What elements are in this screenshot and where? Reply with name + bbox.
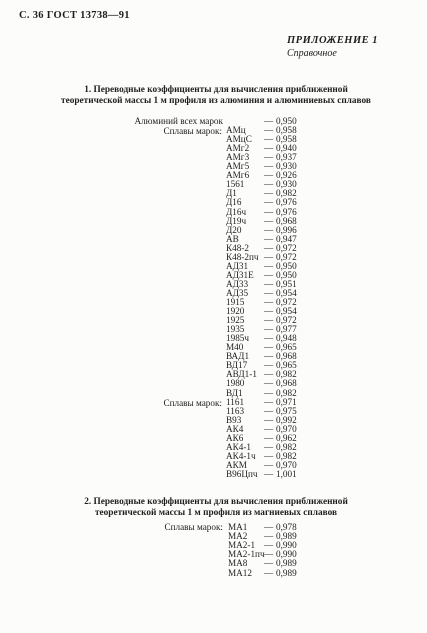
grade-name: АД31 (226, 260, 249, 271)
section-2-title-line-1: 2. Переводные коэффициенты для вычисления приближенной (84, 497, 348, 507)
grade-name: М40 (226, 342, 244, 353)
value-text: 0,954 (276, 306, 297, 317)
dash-separator: — (264, 297, 274, 307)
dash-separator: — (264, 450, 274, 461)
dash-separator: — (264, 161, 274, 172)
value-text: 0,958 (276, 134, 297, 145)
grade-name: Д16ч (226, 206, 247, 217)
grade-name: АМг5 (226, 161, 250, 172)
section-1-title (20, 85, 412, 107)
value-text: 0,976 (276, 206, 297, 217)
value-text: 0,975 (276, 405, 297, 416)
section-1-title-line-1: 1. Переводные коэффициенты для вычисления приближенной (84, 85, 348, 95)
dash-separator: — (264, 540, 274, 551)
section-2-title-line-2: теоретической массы 1 м профиля из магниевых сплавов (94, 508, 338, 518)
grade-name: 1163 (226, 405, 245, 416)
grade-name: АК4-1ч (226, 450, 256, 461)
value-text: 0,926 (276, 170, 297, 181)
section-1-title-line-2: теоретической массы 1 м профиля из алюминия и алюминиевых сплавов (61, 96, 371, 106)
dash-separator: — (264, 342, 274, 353)
dash-separator: — (264, 423, 274, 434)
value-text: 0,972 (276, 315, 297, 326)
label-aluminum-all-grades: Алюминий всех марок (134, 116, 223, 126)
dash-separator: — (264, 315, 274, 326)
grade-name: Д16 (226, 197, 242, 208)
value-text: 0,972 (276, 251, 297, 262)
grade-name: АМцС (226, 134, 252, 145)
grade-name: 1935 (226, 324, 245, 335)
value-text: 0,989 (276, 558, 297, 569)
value-text: 0,982 (276, 369, 297, 380)
grade-name: МА2-1пч (228, 549, 265, 560)
grade-name: АД31Е (226, 269, 254, 280)
grade-name: ВД17 (226, 360, 248, 371)
value-text: 0,982 (276, 450, 297, 461)
value-text: 0,968 (276, 351, 297, 362)
value-text: 0,989 (276, 567, 297, 578)
dash-separator: — (264, 134, 274, 145)
value-text: 0,972 (276, 297, 297, 307)
value-text: 0,989 (276, 531, 297, 542)
dash-separator: — (264, 242, 274, 253)
dash-separator: — (264, 522, 274, 532)
value-text: 0,990 (276, 549, 297, 560)
value-text: 0,976 (276, 197, 297, 208)
dash-separator: — (264, 197, 274, 208)
value-text: 0,930 (276, 179, 297, 190)
appendix-subtitle: Справочное (287, 48, 337, 59)
grade-name: 1915 (226, 297, 245, 307)
dash-separator: — (264, 188, 274, 199)
value-text: 0,982 (276, 441, 297, 452)
grade-name: АМг6 (226, 170, 250, 181)
dash-separator: — (264, 324, 274, 335)
value-text: 0,972 (276, 242, 297, 253)
grade-name: 1561 (226, 179, 245, 190)
grade-name: 1161 (226, 396, 245, 407)
value-text: 0,947 (276, 233, 297, 244)
dash-separator: — (264, 306, 274, 317)
grade-name: ВАД1 (226, 351, 250, 362)
value-text: 1,001 (276, 468, 297, 479)
grade-name: АВ (226, 233, 239, 244)
dash-separator: — (264, 360, 274, 371)
value-text: 0,965 (276, 360, 297, 371)
grade-name: МА2-1 (228, 540, 256, 551)
grade-name: МА1 (228, 522, 248, 532)
value-text: 0,968 (276, 378, 297, 389)
dash-separator: — (264, 405, 274, 416)
dash-separator: — (264, 414, 274, 425)
grade-name: АД35 (226, 287, 249, 298)
value-text: 0,948 (276, 333, 297, 344)
grade-name: МА12 (228, 567, 252, 578)
dash-separator: — (264, 441, 274, 452)
dash-separator: — (264, 369, 274, 380)
value-text: 0,958 (276, 125, 297, 136)
grade-name: 1980 (226, 378, 245, 389)
dash-separator: — (264, 549, 274, 560)
grade-name: АК4 (226, 423, 244, 434)
dash-separator: — (264, 170, 274, 181)
value-text: 0,951 (276, 278, 297, 289)
grade-name: 1920 (226, 306, 245, 317)
dash-separator: — (264, 432, 274, 443)
grade-name: Д19ч (226, 215, 247, 226)
dash-separator: — (264, 233, 274, 244)
dash-separator: — (264, 206, 274, 217)
grade-name: АМц (226, 125, 246, 136)
grade-name: В96Цпч (226, 468, 258, 479)
value-text: 0,950 (276, 116, 297, 126)
dash-separator: — (264, 269, 274, 280)
value-text: 0,930 (276, 161, 297, 172)
grade-name: АД33 (226, 278, 249, 289)
value-text: 0,978 (276, 522, 297, 532)
dash-separator: — (264, 179, 274, 190)
grade-name: Д20 (226, 224, 242, 235)
value-text: 0,992 (276, 414, 297, 425)
value-text: 0,962 (276, 432, 297, 443)
label-alloys-grades-1: Сплавы марок: (163, 126, 222, 136)
dash-separator: — (264, 378, 274, 389)
value-text: 0,968 (276, 215, 297, 226)
dash-separator: — (264, 215, 274, 226)
dash-separator: — (264, 287, 274, 298)
appendix-title: ПРИЛОЖЕНИЕ 1 (287, 35, 378, 46)
value-text: 0,996 (276, 224, 297, 235)
grade-name: 1925 (226, 315, 245, 326)
value-text: 0,982 (276, 387, 297, 398)
grade-name: АК4-1 (226, 441, 252, 452)
grade-name: К48-2пч (226, 251, 259, 262)
grade-name: МА8 (228, 558, 248, 569)
section-2-title (20, 497, 412, 519)
label-alloys-grades-mg: Сплавы марок: (164, 522, 223, 532)
dash-separator: — (264, 558, 274, 569)
value-text: 0,950 (276, 260, 297, 271)
dash-separator: — (264, 116, 274, 126)
grade-name: АМг3 (226, 152, 250, 163)
label-alloys-grades-2: Сплавы марок: (163, 398, 222, 408)
dash-separator: — (264, 224, 274, 235)
grade-name: АМг2 (226, 143, 250, 154)
dash-separator: — (264, 260, 274, 271)
dash-separator: — (264, 152, 274, 163)
grade-name: 1985ч (226, 333, 249, 344)
coefficient-value (264, 469, 324, 479)
value-text: 0,970 (276, 459, 297, 470)
grade-name: ВД1 (226, 387, 243, 398)
value-text: 0,937 (276, 152, 297, 163)
value-text: 0,982 (276, 188, 297, 199)
value-text: 0,940 (276, 143, 297, 154)
dash-separator: — (264, 125, 274, 136)
dash-separator: — (264, 567, 274, 578)
appendix-block (287, 35, 397, 59)
dash-separator: — (264, 468, 274, 479)
value-text: 0,971 (276, 396, 297, 407)
grade-name: К48-2 (226, 242, 249, 253)
dash-separator: — (264, 278, 274, 289)
dash-separator: — (264, 143, 274, 154)
grade-name: В93 (226, 414, 242, 425)
value-text: 0,950 (276, 269, 297, 280)
dash-separator: — (264, 333, 274, 344)
dash-separator: — (264, 351, 274, 362)
dash-separator: — (264, 387, 274, 398)
grade-name: МА2 (228, 531, 248, 542)
value-text: 0,990 (276, 540, 297, 551)
page-header: С. 36 ГОСТ 13738—91 (19, 10, 130, 21)
dash-separator: — (264, 459, 274, 470)
coefficient-value (264, 568, 324, 578)
grade-name: АКМ (226, 459, 247, 470)
grade-name: Д1 (226, 188, 237, 199)
value-text: 0,970 (276, 423, 297, 434)
value-text: 0,977 (276, 324, 297, 335)
dash-separator: — (264, 396, 274, 407)
grade-name: АВД1-1 (226, 369, 257, 380)
dash-separator: — (264, 251, 274, 262)
grade-name: АК6 (226, 432, 244, 443)
dash-separator: — (264, 531, 274, 542)
value-text: 0,954 (276, 287, 297, 298)
value-text: 0,965 (276, 342, 297, 353)
